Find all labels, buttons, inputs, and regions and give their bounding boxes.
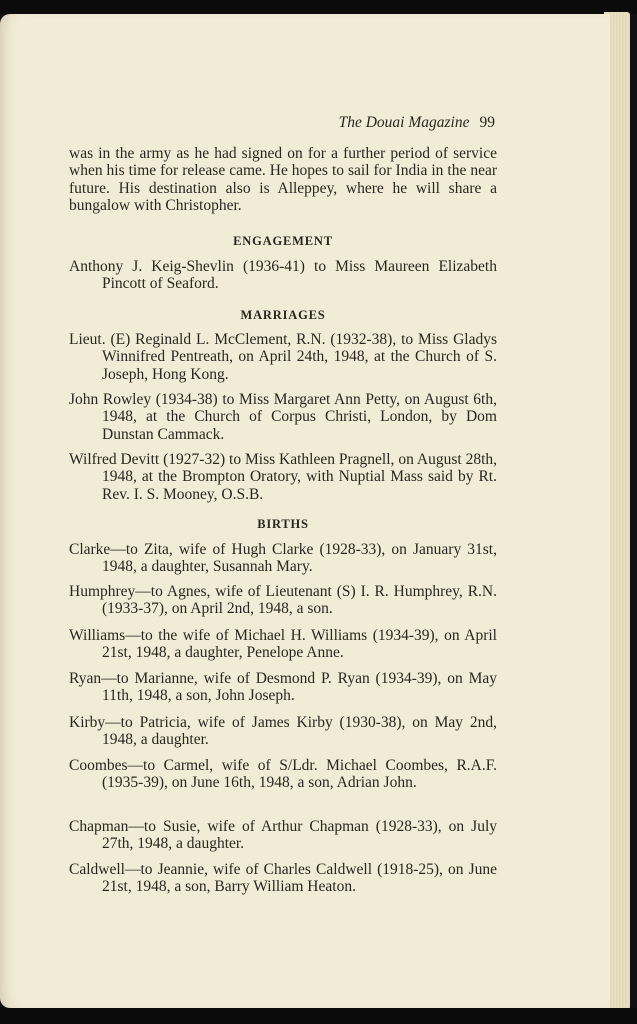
birth-entry: Caldwell—to Jeannie, wife of Charles Caldwell (1918-25), on June 21st, 1948, a son, Barry William Heaton. xyxy=(69,861,497,896)
birth-entry: Williams—to the wife of Michael H. Williams (1934-39), on April 21st, 1948, a daughter, Penelope Anne. xyxy=(69,627,497,662)
birth-entry: Chapman—to Susie, wife of Arthur Chapman (1928-33), on July 27th, 1948, a daughter. xyxy=(69,818,497,853)
running-head xyxy=(339,114,495,132)
page-number: 99 xyxy=(479,114,495,131)
section-heading-marriages: MARRIAGES xyxy=(240,308,326,322)
intro-paragraph: was in the army as he had signed on for a further period of service when his time for release came. He hopes to sail for India in the near future. His destination also is Alleppey, where he will share a bungalow with Christopher. xyxy=(69,145,497,215)
scan-border-bottom xyxy=(0,1008,637,1024)
book-page xyxy=(0,14,610,1008)
birth-entry: Ryan—to Marianne, wife of Desmond P. Ryan (1934-39), on May 11th, 1948, a son, John Joseph. xyxy=(69,670,497,705)
marriage-entry: Wilfred Devitt (1927-32) to Miss Kathleen Pragnell, on August 28th, 1948, at the Brompton Oratory, with Nuptial Mass said by Rt. Rev. I. S. Mooney, O.S.B. xyxy=(69,451,497,503)
section-heading-engagement: ENGAGEMENT xyxy=(233,234,333,248)
birth-entry: Clarke—to Zita, wife of Hugh Clarke (1928-33), on January 31st, 1948, a daughter, Susannah Mary. xyxy=(69,541,497,576)
birth-entry: Kirby—to Patricia, wife of James Kirby (1930-38), on May 2nd, 1948, a daughter. xyxy=(69,714,497,749)
birth-entry: Coombes—to Carmel, wife of S/Ldr. Michael Coombes, R.A.F. (1935-39), on June 16th, 1948, a son, Adrian John. xyxy=(69,757,497,792)
scan-border-top xyxy=(0,0,637,14)
birth-entry: Humphrey—to Agnes, wife of Lieutenant (S) I. R. Humphrey, R.N. (1933-37), on April 2nd, 1948, a son. xyxy=(69,583,497,618)
marriage-entry: John Rowley (1934-38) to Miss Margaret Ann Petty, on August 6th, 1948, at the Church of Corpus Christi, London, by Dom Dunstan Cammack. xyxy=(69,391,497,443)
marriage-entry: Lieut. (E) Reginald L. McClement, R.N. (1932-38), to Miss Gladys Winnifred Pentreath, on April 24th, 1948, at the Church of S. Joseph, Hong Kong. xyxy=(69,331,497,383)
engagement-entry: Anthony J. Keig-Shevlin (1936-41) to Miss Maureen Elizabeth Pincott of Seaford. xyxy=(69,258,497,293)
section-heading-births: BIRTHS xyxy=(257,517,309,531)
magazine-title: The Douai Magazine xyxy=(338,114,470,131)
